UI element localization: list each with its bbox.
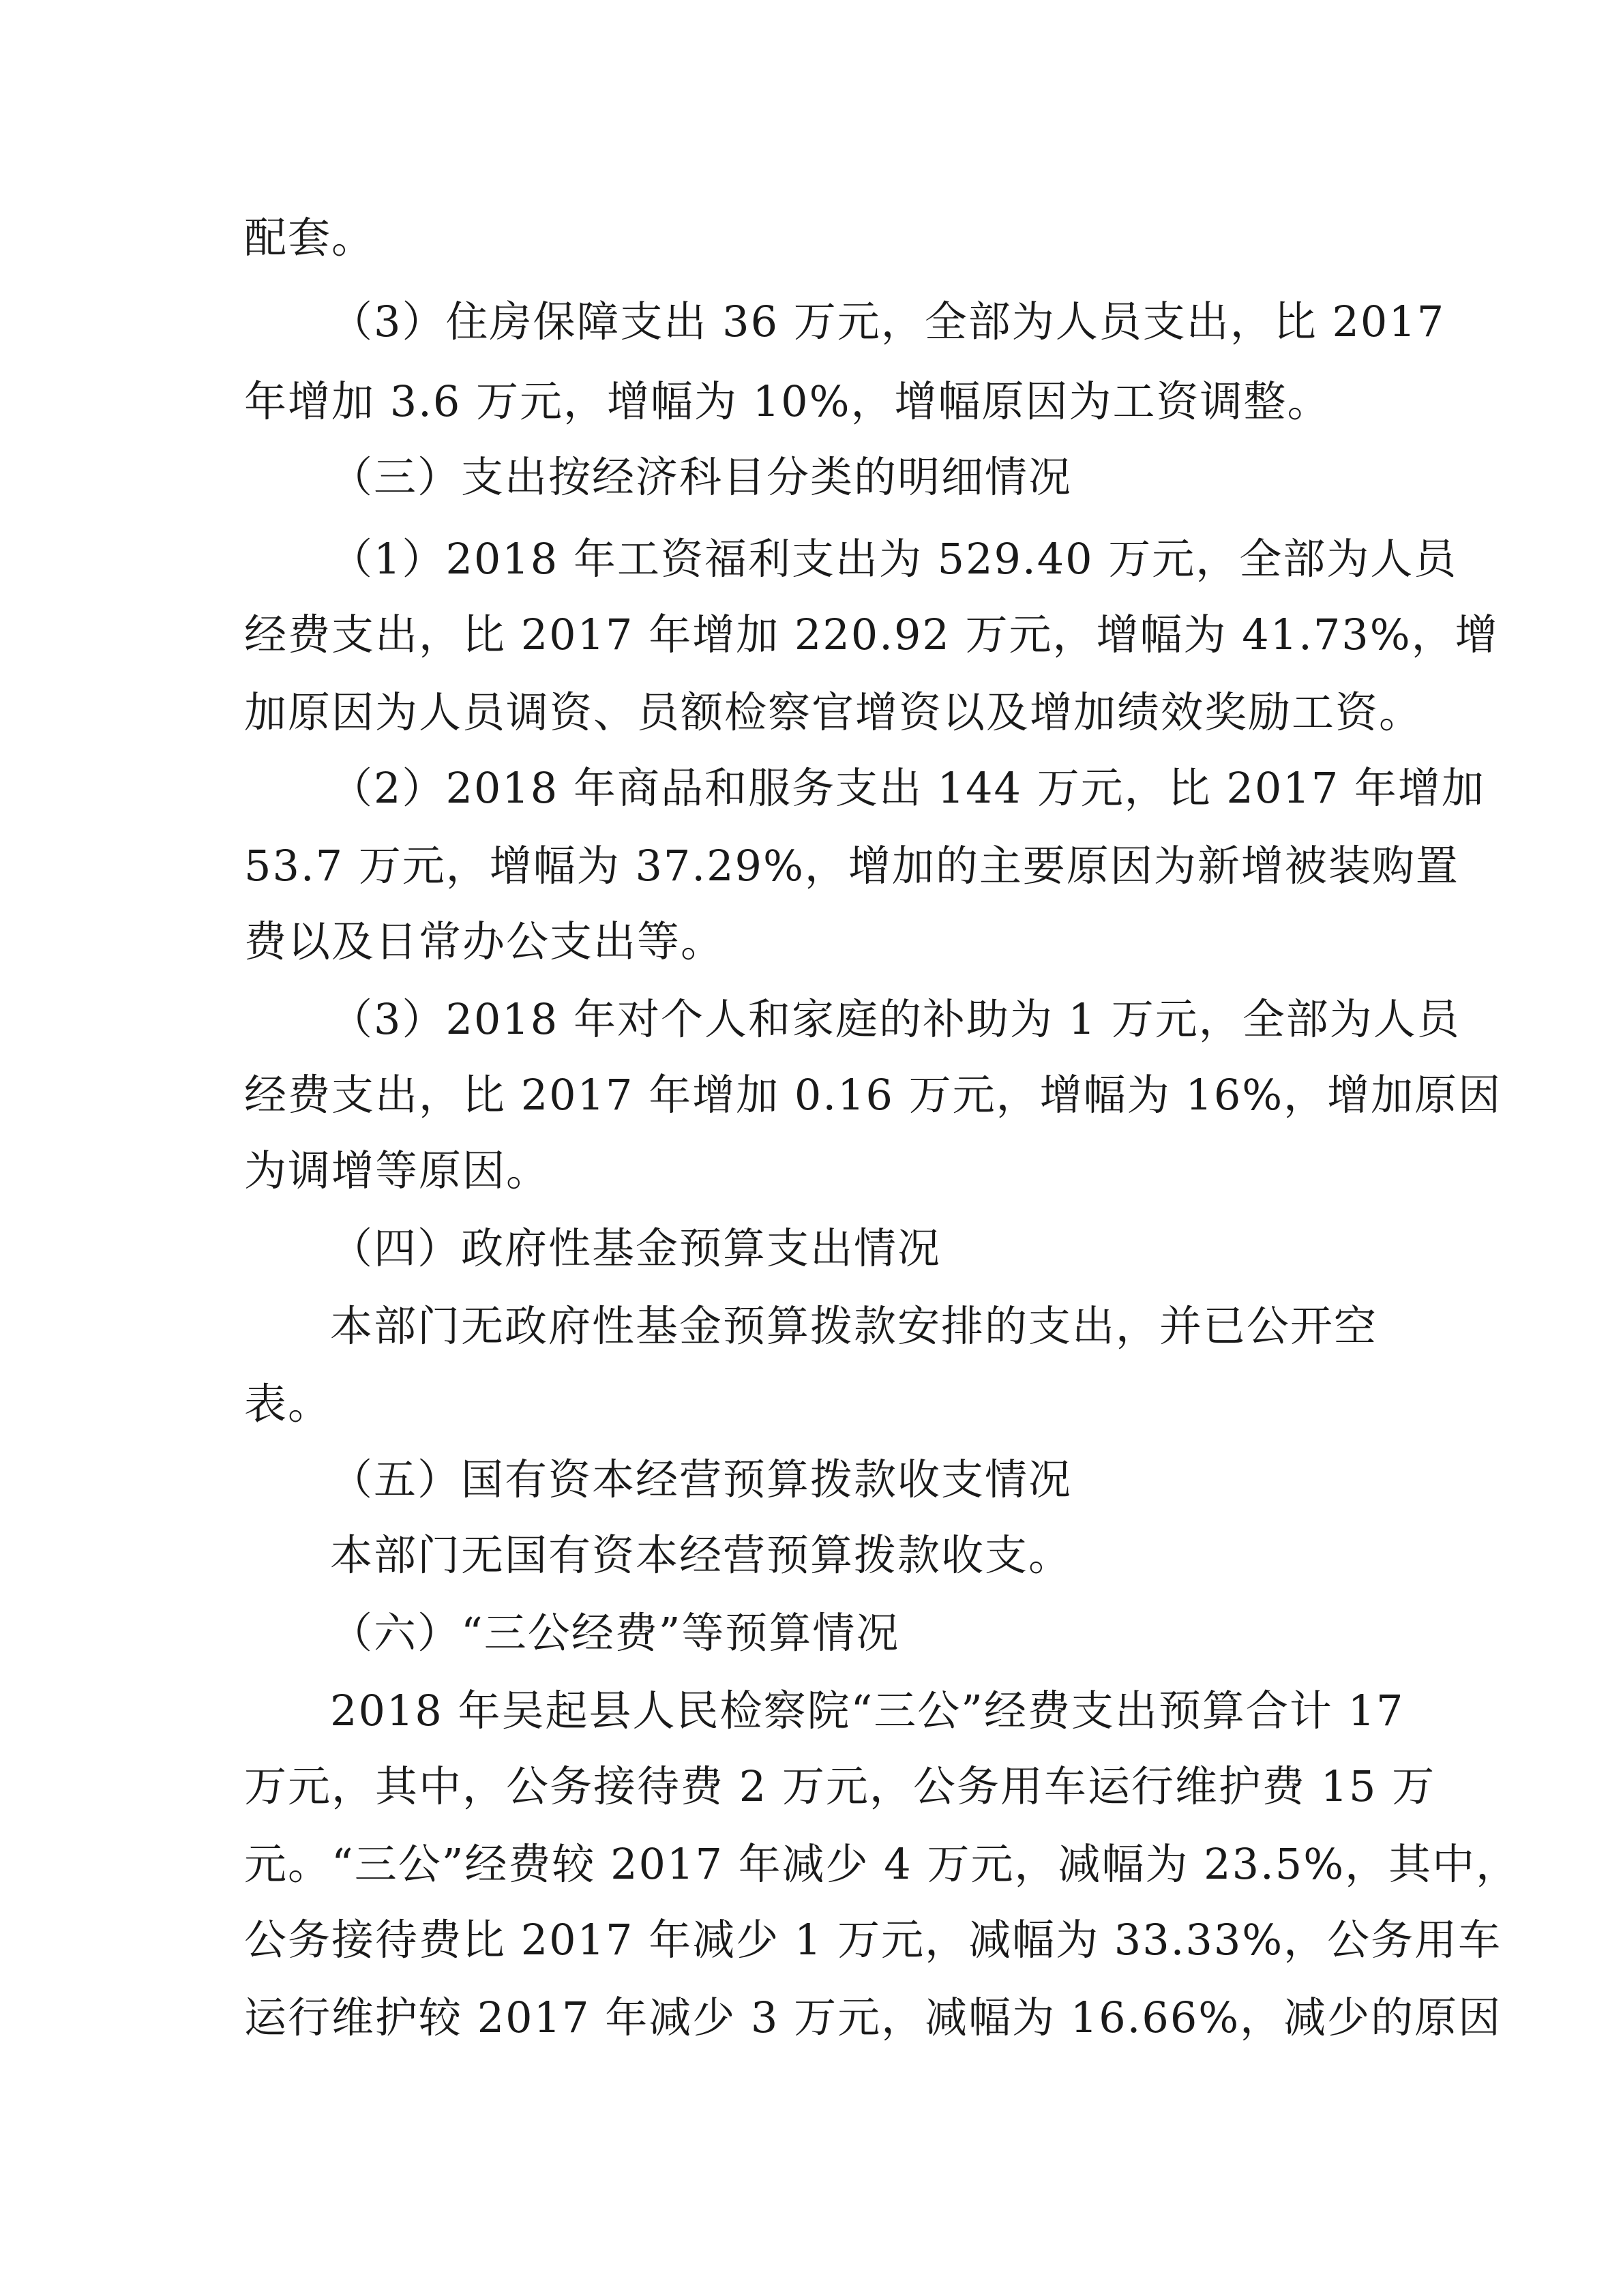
text-line: 本部门无国有资本经营预算拨款收支。 <box>330 1530 1073 1580</box>
text-line: 2018 年吴起县人民检察院“三公”经费支出预算合计 17 <box>330 1686 1405 1735</box>
text-line: 53.7 万元，增幅为 37.29%，增加的主要原因为新增被装购置 <box>244 841 1459 891</box>
section-heading: （三）支出按经济科目分类的明细情况 <box>330 452 1073 502</box>
text-line: 本部门无政府性基金预算拨款安排的支出，并已公开空 <box>330 1301 1378 1351</box>
text-line: 经费支出，比 2017 年增加 220.92 万元，增幅为 41.73%，增 <box>244 610 1499 659</box>
text-line: 加原因为人员调资、员额检察官增资以及增加绩效奖励工资。 <box>244 687 1423 737</box>
text-line: 表。 <box>244 1379 332 1429</box>
section-heading: （五）国有资本经营预算拨款收支情况 <box>330 1455 1073 1504</box>
text-line: （3）2018 年对个人和家庭的补助为 1 万元，全部为人员 <box>330 994 1461 1044</box>
text-line: （2）2018 年商品和服务支出 144 万元，比 2017 年增加 <box>330 763 1485 813</box>
section-heading: （六）“三公经费”等预算情况 <box>330 1608 900 1658</box>
text-line: 公务接待费比 2017 年减少 1 万元，减幅为 33.33%，公务用车 <box>244 1915 1502 1965</box>
text-line: 元。“三公”经费较 2017 年减少 4 万元，减幅为 23.5%，其中， <box>244 1839 1520 1889</box>
text-line: 为调增等原因。 <box>244 1146 550 1195</box>
text-line: 配套。 <box>244 213 376 263</box>
text-line: 年增加 3.6 万元，增幅为 10%，增幅原因为工资调整。 <box>244 376 1331 426</box>
text-line: （3）住房保障支出 36 万元，全部为人员支出，比 2017 <box>330 297 1446 346</box>
text-line: （1）2018 年工资福利支出为 529.40 万元，全部为人员 <box>330 534 1458 584</box>
text-line: 万元，其中，公务接待费 2 万元，公务用车运行维护费 15 万 <box>244 1761 1436 1811</box>
text-line: 运行维护较 2017 年减少 3 万元，减幅为 16.66%，减少的原因 <box>244 1993 1502 2042</box>
text-line: 经费支出，比 2017 年增加 0.16 万元，增幅为 16%，增加原因 <box>244 1070 1502 1120</box>
section-heading: （四）政府性基金预算支出情况 <box>330 1223 942 1273</box>
text-line: 费以及日常办公支出等。 <box>244 916 725 966</box>
